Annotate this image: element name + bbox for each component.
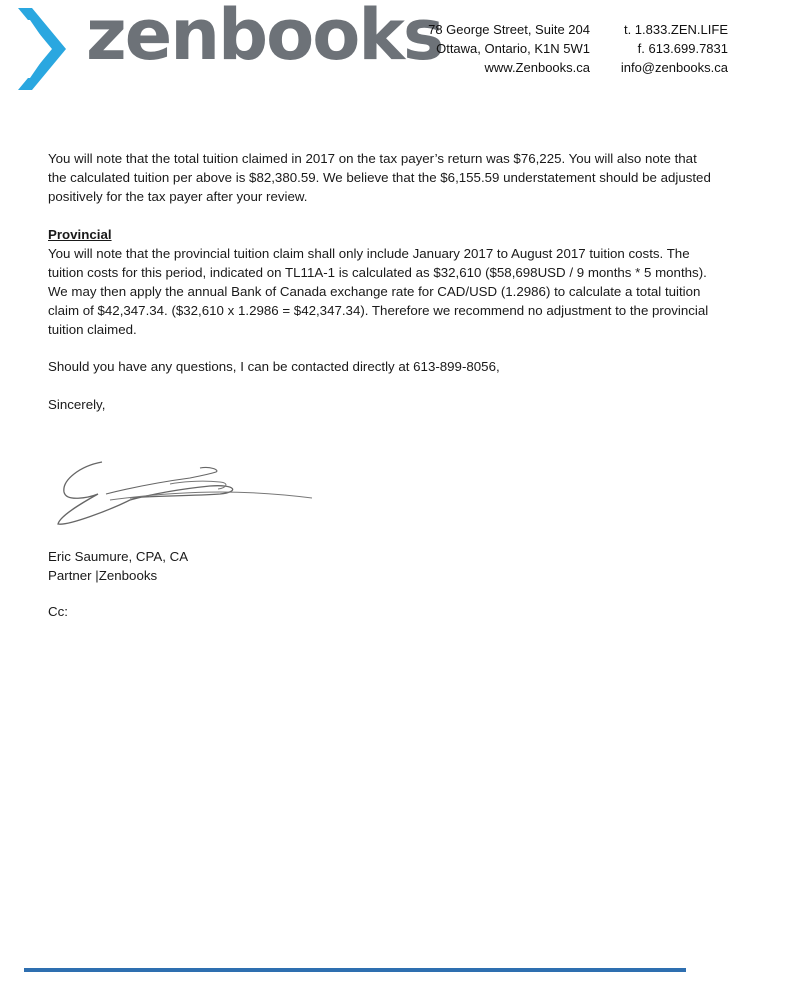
address-line-2: Ottawa, Ontario, K1N 5W1: [436, 41, 590, 56]
cc-line: Cc:: [48, 604, 68, 619]
letter-body: [48, 149, 718, 414]
paragraph-provincial: You will note that the provincial tuition claim shall only include January 2017 to August 2017 tuition costs. The tuition costs for this period, indicated on TL11A-1 is calculated as $32,610 ($58,698USD / 9 months * 5 months). We may then apply the annual Bank of Canada exchange rate for CAD/USD (1.2986) to calculate a total tuition claim of $42,347.34. ($32,610 x 1.2986 = $42,347.34). Therefore we recommend no adjustment to the provincial tuition claimed.: [48, 246, 709, 337]
address-block: [410, 20, 590, 77]
letterhead: [0, 0, 800, 100]
paragraph-federal: You will note that the total tuition claimed in 2017 on the tax payer’s return was $76,225. You will also note that the calculated tuition per above is $82,380.59. We believe that the $6,155.59 understatement should be adjusted positively for the tax payer after your review.: [48, 151, 711, 204]
section-heading-provincial: Provincial: [48, 227, 112, 242]
fax-number: f. 613.699.7831: [637, 41, 728, 56]
footer-divider: [24, 968, 686, 972]
handwritten-signature: [50, 452, 320, 532]
paragraph-contact: Should you have any questions, I can be contacted directly at 613-899-8056,: [48, 359, 500, 374]
contact-block: [600, 20, 728, 77]
zenbooks-logo: [14, 0, 443, 92]
signer-title: Partner |Zenbooks: [48, 568, 158, 583]
address-line-1: 78 George Street, Suite 204: [428, 22, 590, 37]
phone-number: t. 1.833.ZEN.LIFE: [623, 22, 728, 37]
signer-name: Eric Saumure, CPA, CA: [48, 549, 189, 564]
closing: Sincerely,: [48, 397, 106, 412]
email-link[interactable]: info@zenbooks.ca: [620, 60, 728, 75]
website-link[interactable]: www.Zenbooks.ca: [484, 60, 590, 75]
signature-block: [48, 547, 188, 585]
chevron-logo-icon: [14, 6, 74, 92]
logo-wordmark: zenbooks: [86, 0, 443, 76]
